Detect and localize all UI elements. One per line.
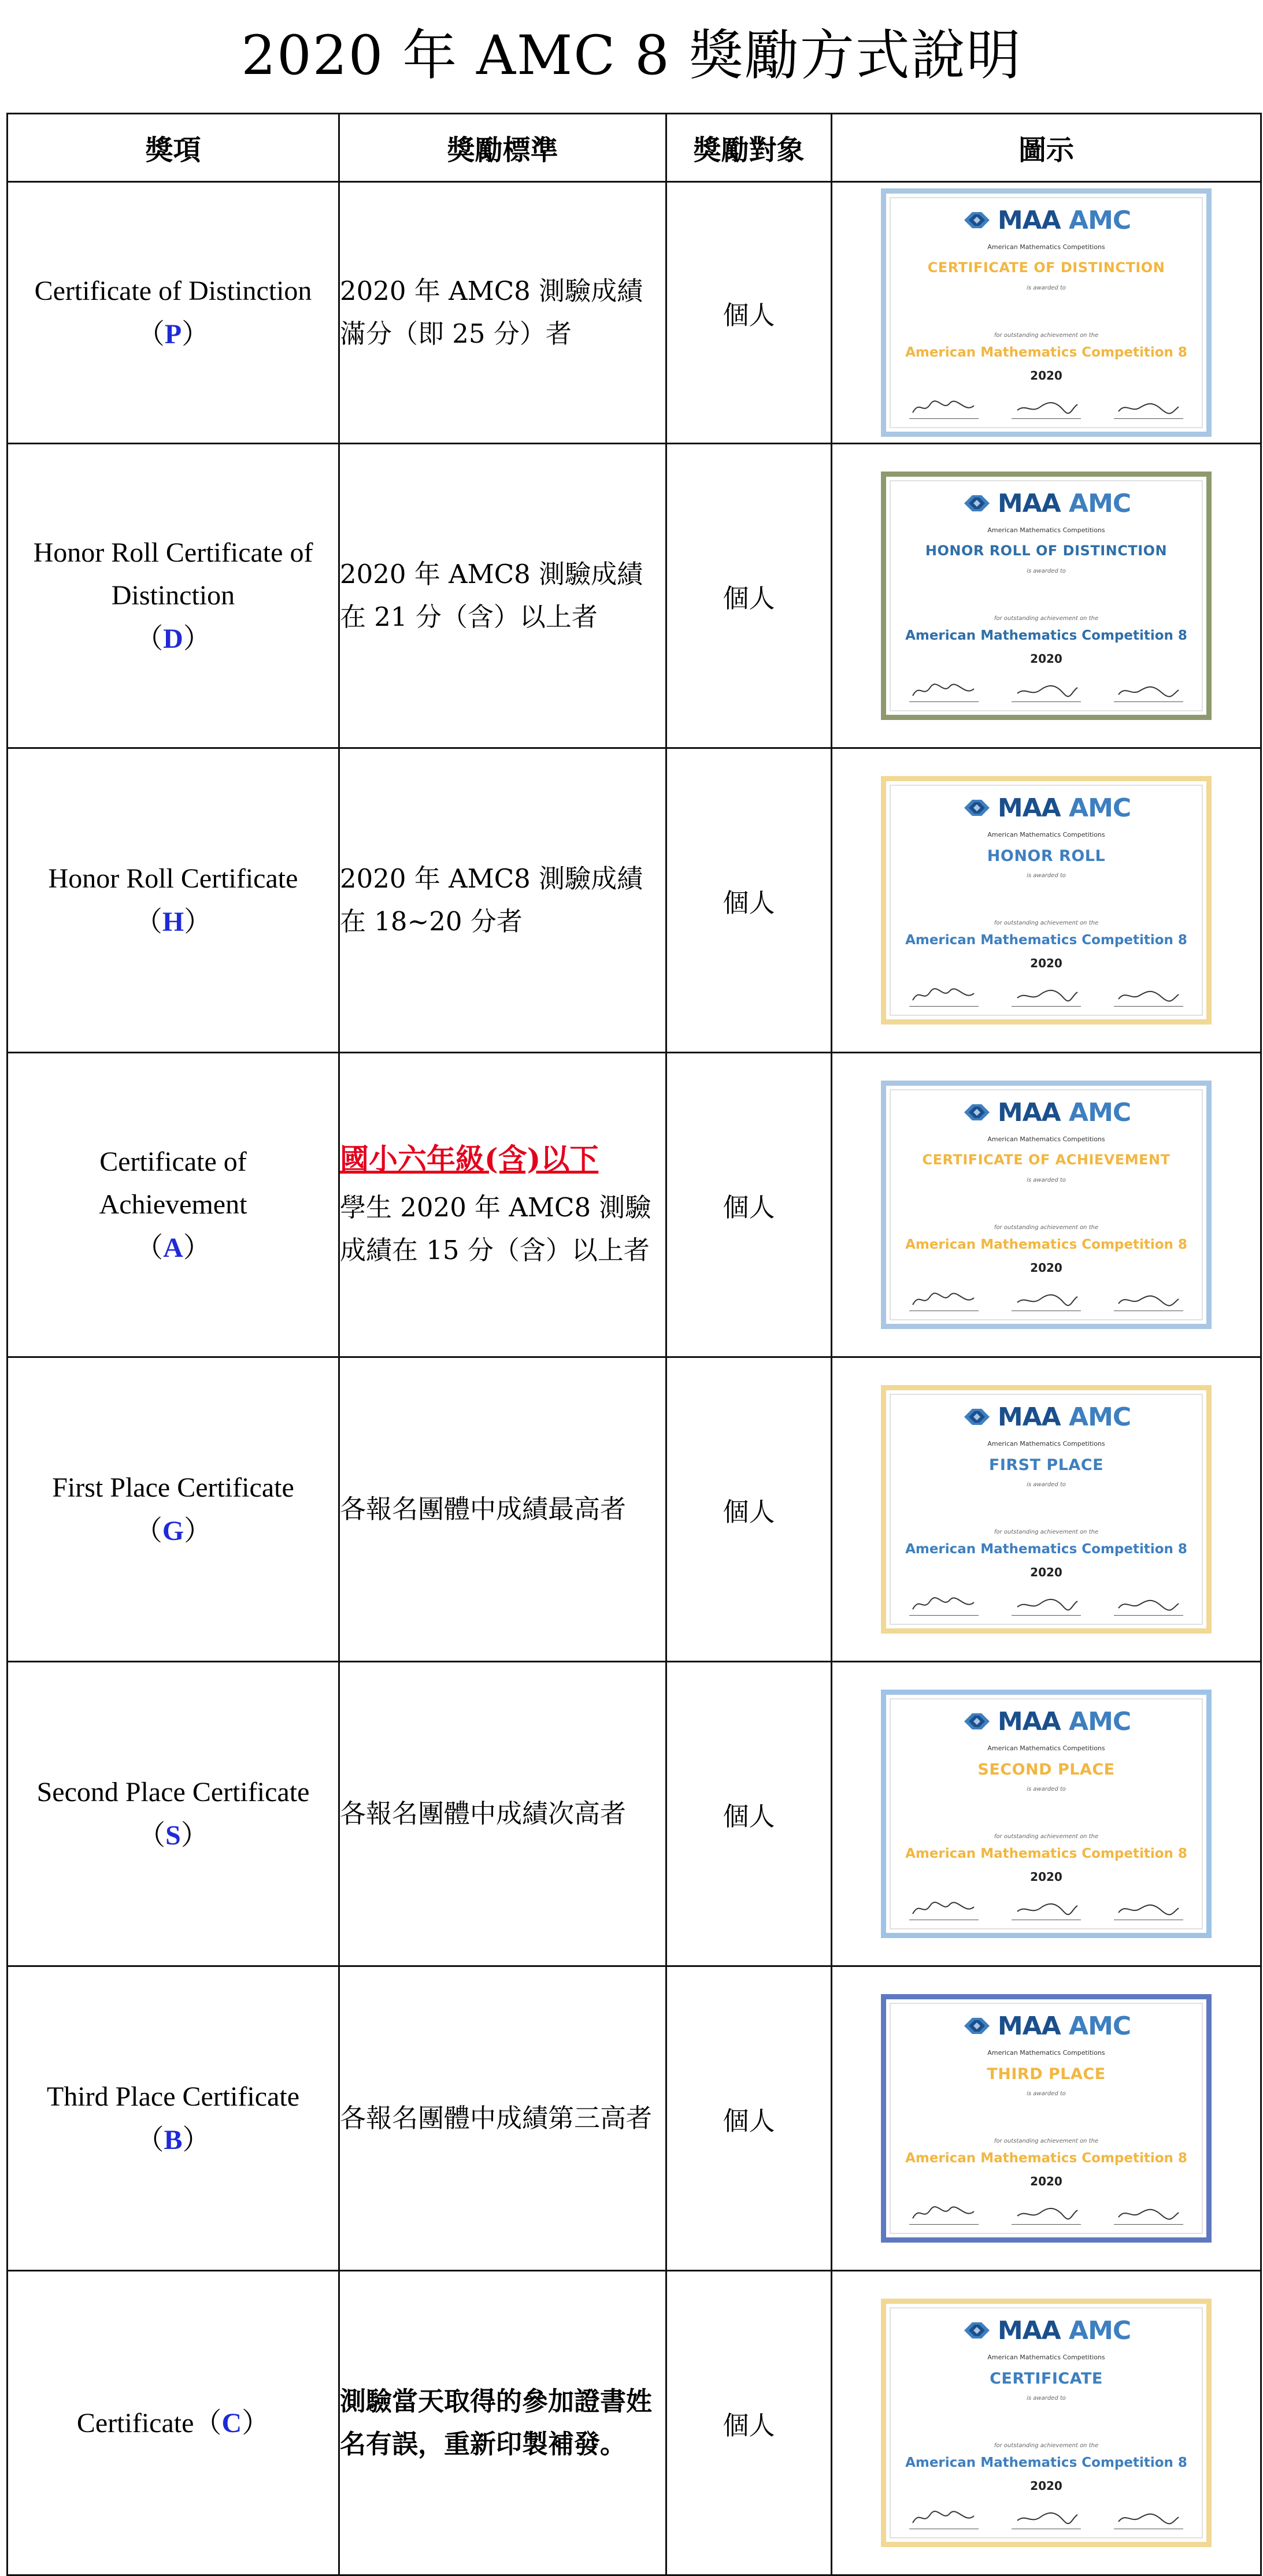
award-code-paren-close: ） <box>242 2406 270 2439</box>
certificate-logo <box>886 1705 1206 1738</box>
signature-3 <box>1114 681 1183 702</box>
certificate-year: 2020 <box>1030 1565 1062 1579</box>
signature-3 <box>1114 1594 1183 1616</box>
award-code-paren-open: （ <box>136 317 165 350</box>
criteria-text: 2020 年 AMC8 測驗成績在 21 分（含）以上者 <box>340 559 643 632</box>
award-name-cell <box>8 182 339 444</box>
logo-maa-text: MAA <box>997 1706 1061 1736</box>
certificate-year: 2020 <box>1030 652 1062 666</box>
certificate-performance-note: for outstanding achievement on the <box>994 1224 1099 1231</box>
logo-maa-text: MAA <box>997 2011 1061 2041</box>
criteria-text: 2020 年 AMC8 測驗成績在 18~20 分者 <box>340 863 643 937</box>
award-illustration-cell <box>832 444 1261 748</box>
certificate-title: SECOND PLACE <box>977 1761 1115 1779</box>
column-header-award: 獎項 <box>8 114 339 182</box>
award-illustration-cell <box>832 1053 1261 1357</box>
award-code-paren-open: （ <box>134 1514 162 1547</box>
maa-amc-logo-icon <box>962 492 992 515</box>
certificate-year: 2020 <box>1030 1870 1062 1884</box>
maa-amc-logo-icon <box>962 2319 992 2342</box>
logo-amc-text: AMC <box>1069 2315 1131 2345</box>
table-header-row <box>8 114 1261 182</box>
certificate-logo <box>886 487 1206 519</box>
page-title: 2020 年 AMC 8 獎勵方式說明 <box>241 24 1022 87</box>
certificate-thumbnail <box>881 2299 1212 2547</box>
award-name-cell <box>8 2271 339 2575</box>
award-code: G <box>162 1515 184 1546</box>
certificate-thumbnail <box>881 188 1212 437</box>
logo-amc-text: AMC <box>1069 793 1131 823</box>
award-code: C <box>221 2407 242 2438</box>
award-criteria-cell <box>339 444 666 748</box>
certificate-competition: American Mathematics Competition 8 <box>905 2151 1187 2166</box>
certificate-year: 2020 <box>1030 2174 1062 2188</box>
certificate-organization: American Mathematics Competitions <box>987 243 1105 251</box>
criteria-text: 學生 2020 年 AMC8 測驗成績在 15 分（含）以上者 <box>340 1192 651 1265</box>
column-header-recipient: 獎勵對象 <box>666 114 832 182</box>
signature-1 <box>909 681 979 702</box>
award-code-paren-close: ） <box>184 905 212 938</box>
award-illustration-cell <box>832 1966 1261 2271</box>
award-criteria-cell <box>339 748 666 1053</box>
award-illustration-cell <box>832 2271 1261 2575</box>
table-row <box>8 2271 1261 2575</box>
signature-2 <box>1012 1899 1081 1920</box>
logo-maa-text: MAA <box>997 1097 1061 1127</box>
maa-amc-logo-icon <box>962 209 992 232</box>
logo-amc-text: AMC <box>1069 488 1131 518</box>
signature-1 <box>909 1290 979 1311</box>
table-row <box>8 182 1261 444</box>
award-name-line: Distinction <box>111 580 235 611</box>
table-row <box>8 444 1261 748</box>
logo-maa-text: MAA <box>997 205 1061 235</box>
awards-table <box>6 113 1262 2576</box>
logo-maa-text: MAA <box>997 793 1061 823</box>
award-illustration-cell <box>832 1662 1261 1966</box>
certificate-competition: American Mathematics Competition 8 <box>905 628 1187 643</box>
award-illustration-cell <box>832 748 1261 1053</box>
signature-3 <box>1114 1290 1183 1311</box>
certificate-title: HONOR ROLL OF DISTINCTION <box>925 543 1168 559</box>
certificate-organization: American Mathematics Competitions <box>987 2049 1105 2057</box>
award-recipient-cell: 個人 <box>666 1662 832 1966</box>
certificate-organization: American Mathematics Competitions <box>987 831 1105 838</box>
award-code: S <box>165 1820 181 1851</box>
certificate-organization: American Mathematics Competitions <box>987 526 1105 534</box>
signature-3 <box>1114 398 1183 419</box>
criteria-text: 2020 年 AMC8 測驗成績滿分（即 25 分）者 <box>340 276 643 349</box>
certificate-awarded-to: is awarded to <box>1027 2395 1066 2401</box>
certificate-performance-note: for outstanding achievement on the <box>994 1529 1099 1535</box>
signature-1 <box>909 398 979 419</box>
logo-amc-text: AMC <box>1069 2011 1131 2041</box>
criteria-text: 各報名團體中成績第三高者 <box>340 2103 653 2133</box>
award-criteria-cell <box>339 1053 666 1357</box>
award-recipient-cell: 個人 <box>666 2271 832 2575</box>
award-code-paren-close: ） <box>180 1818 209 1851</box>
table-row <box>8 748 1261 1053</box>
signature-2 <box>1012 1290 1081 1311</box>
award-code: D <box>163 623 183 654</box>
table-row <box>8 1053 1261 1357</box>
award-code-paren-close: ） <box>182 317 210 350</box>
logo-maa-text: MAA <box>997 1402 1061 1432</box>
award-name-cell <box>8 748 339 1053</box>
award-illustration-cell <box>832 1357 1261 1662</box>
certificate-organization: American Mathematics Competitions <box>987 1135 1105 1143</box>
logo-amc-text: AMC <box>1069 205 1131 235</box>
award-name-line: Second Place Certificate <box>36 1776 310 1807</box>
signature-1 <box>909 985 979 1007</box>
award-name-line: Certificate of Distinction <box>34 275 312 306</box>
award-recipient-cell: 個人 <box>666 748 832 1053</box>
award-illustration-cell <box>832 182 1261 444</box>
award-name-line: First Place Certificate <box>52 1472 294 1503</box>
award-name-cell <box>8 1966 339 2271</box>
certificate-title: CERTIFICATE <box>990 2370 1103 2388</box>
award-code-paren-close: ） <box>182 2123 210 2156</box>
criteria-highlight: 國小六年級(含)以下 <box>340 1142 599 1176</box>
column-header-criteria: 獎勵標準 <box>339 114 666 182</box>
certificate-year: 2020 <box>1030 369 1062 383</box>
award-criteria-cell <box>339 182 666 444</box>
award-recipient-cell: 個人 <box>666 1357 832 1662</box>
certificate-signatures <box>909 1290 1183 1311</box>
certificate-competition: American Mathematics Competition 8 <box>905 2455 1187 2470</box>
certificate-awarded-to: is awarded to <box>1027 873 1066 879</box>
award-name-cell <box>8 444 339 748</box>
certificate-title: CERTIFICATE OF ACHIEVEMENT <box>922 1152 1171 1168</box>
signature-2 <box>1012 985 1081 1007</box>
award-recipient-cell: 個人 <box>666 1966 832 2271</box>
award-name-line: Honor Roll Certificate <box>48 863 298 894</box>
award-code: B <box>164 2124 183 2155</box>
certificate-awarded-to: is awarded to <box>1027 1177 1066 1183</box>
signature-1 <box>909 2508 979 2529</box>
certificate-organization: American Mathematics Competitions <box>987 1440 1105 1447</box>
award-code: P <box>164 318 182 350</box>
logo-amc-text: AMC <box>1069 1097 1131 1127</box>
certificate-performance-note: for outstanding achievement on the <box>994 2138 1099 2144</box>
certificate-signatures <box>909 2203 1183 2225</box>
maa-amc-logo-icon <box>962 1405 992 1428</box>
certificate-competition: American Mathematics Competition 8 <box>905 1542 1187 1557</box>
certificate-signatures <box>909 2508 1183 2529</box>
certificate-competition: American Mathematics Competition 8 <box>905 1846 1187 1861</box>
certificate-signatures <box>909 398 1183 419</box>
table-row <box>8 1662 1261 1966</box>
certificate-logo <box>886 1401 1206 1433</box>
award-name-cell <box>8 1357 339 1662</box>
award-code-paren-open: （ <box>138 1818 166 1851</box>
signature-2 <box>1012 398 1081 419</box>
maa-amc-logo-icon <box>962 1101 992 1124</box>
certificate-performance-note: for outstanding achievement on the <box>994 920 1099 926</box>
column-header-illustration: 圖示 <box>832 114 1261 182</box>
award-rows <box>8 182 1261 2575</box>
certificate-performance-note: for outstanding achievement on the <box>994 1833 1099 1840</box>
award-code-paren-open: （ <box>134 905 162 938</box>
certificate-logo <box>886 2010 1206 2042</box>
award-code-paren-close: ） <box>183 1231 211 1264</box>
award-code-paren-open: （ <box>135 622 164 655</box>
criteria-text: 測驗當天取得的參加證書姓名有誤，重新印製補發。 <box>340 2386 653 2459</box>
signature-2 <box>1012 2203 1081 2225</box>
award-name-line: Achievement <box>99 1189 247 1220</box>
certificate-organization: American Mathematics Competitions <box>987 1744 1105 1752</box>
maa-amc-logo-icon <box>962 2014 992 2037</box>
certificate-awarded-to: is awarded to <box>1027 568 1066 574</box>
certificate-thumbnail <box>881 1081 1212 1329</box>
signature-3 <box>1114 985 1183 1007</box>
signature-3 <box>1114 2508 1183 2529</box>
award-code-paren-close: ） <box>184 1514 212 1547</box>
logo-maa-text: MAA <box>997 488 1061 518</box>
award-code-paren-open: （ <box>136 2123 164 2156</box>
signature-1 <box>909 1899 979 1920</box>
signature-3 <box>1114 2203 1183 2225</box>
award-name-line: Third Place Certificate <box>46 2081 300 2112</box>
award-recipient-cell: 個人 <box>666 1053 832 1357</box>
certificate-signatures <box>909 985 1183 1007</box>
maa-amc-logo-icon <box>962 1710 992 1733</box>
certificate-thumbnail <box>881 1994 1212 2243</box>
award-name-line: Certificate <box>76 2407 194 2438</box>
certificate-title: HONOR ROLL <box>987 847 1106 865</box>
logo-amc-text: AMC <box>1069 1706 1131 1736</box>
certificate-thumbnail <box>881 1690 1212 1938</box>
award-recipient-cell: 個人 <box>666 182 832 444</box>
award-code: A <box>163 1232 183 1263</box>
signature-2 <box>1012 681 1081 702</box>
certificate-logo <box>886 1096 1206 1129</box>
signature-1 <box>909 2203 979 2225</box>
certificate-performance-note: for outstanding achievement on the <box>994 332 1099 339</box>
certificate-awarded-to: is awarded to <box>1027 1482 1066 1488</box>
certificate-performance-note: for outstanding achievement on the <box>994 615 1099 622</box>
certificate-thumbnail <box>881 472 1212 720</box>
signature-2 <box>1012 2508 1081 2529</box>
award-criteria-cell <box>339 1966 666 2271</box>
award-name-cell <box>8 1662 339 1966</box>
award-name-line: Certificate of <box>99 1146 247 1177</box>
certificate-signatures <box>909 681 1183 702</box>
award-name-cell <box>8 1053 339 1357</box>
criteria-text: 各報名團體中成績最高者 <box>340 1494 627 1524</box>
logo-maa-text: MAA <box>997 2315 1061 2345</box>
logo-amc-text: AMC <box>1069 1402 1131 1432</box>
certificate-year: 2020 <box>1030 1261 1062 1275</box>
certificate-logo <box>886 2314 1206 2347</box>
certificate-logo <box>886 792 1206 824</box>
award-criteria-cell <box>339 1357 666 1662</box>
certificate-year: 2020 <box>1030 956 1062 970</box>
certificate-competition: American Mathematics Competition 8 <box>905 933 1187 948</box>
signature-2 <box>1012 1594 1081 1616</box>
criteria-text: 各報名團體中成績次高者 <box>340 1798 627 1829</box>
certificate-awarded-to: is awarded to <box>1027 1786 1066 1792</box>
award-code: H <box>162 906 184 937</box>
certificate-signatures <box>909 1594 1183 1616</box>
certificate-title: CERTIFICATE OF DISTINCTION <box>927 259 1165 276</box>
certificate-awarded-to: is awarded to <box>1027 285 1066 291</box>
award-recipient-cell: 個人 <box>666 444 832 748</box>
certificate-organization: American Mathematics Competitions <box>987 2354 1105 2361</box>
certificate-year: 2020 <box>1030 2479 1062 2493</box>
certificate-awarded-to: is awarded to <box>1027 2091 1066 2097</box>
certificate-thumbnail <box>881 1385 1212 1634</box>
award-criteria-cell <box>339 1662 666 1966</box>
certificate-logo <box>886 204 1206 236</box>
certificate-title: FIRST PLACE <box>988 1456 1104 1474</box>
certificate-signatures <box>909 1899 1183 1920</box>
table-row <box>8 1966 1261 2271</box>
certificate-thumbnail <box>881 776 1212 1025</box>
maa-amc-logo-icon <box>962 796 992 819</box>
certificate-title: THIRD PLACE <box>987 2065 1106 2083</box>
table-row <box>8 1357 1261 1662</box>
award-code-paren-close: ） <box>183 622 211 655</box>
award-criteria-cell <box>339 2271 666 2575</box>
award-code-paren-open: （ <box>135 1231 164 1264</box>
signature-3 <box>1114 1899 1183 1920</box>
certificate-competition: American Mathematics Competition 8 <box>905 1237 1187 1252</box>
signature-1 <box>909 1594 979 1616</box>
award-name-line: Honor Roll Certificate of <box>33 537 313 568</box>
award-code-paren-open: （ <box>194 2406 222 2439</box>
certificate-competition: American Mathematics Competition 8 <box>905 345 1187 360</box>
certificate-performance-note: for outstanding achievement on the <box>994 2443 1099 2449</box>
